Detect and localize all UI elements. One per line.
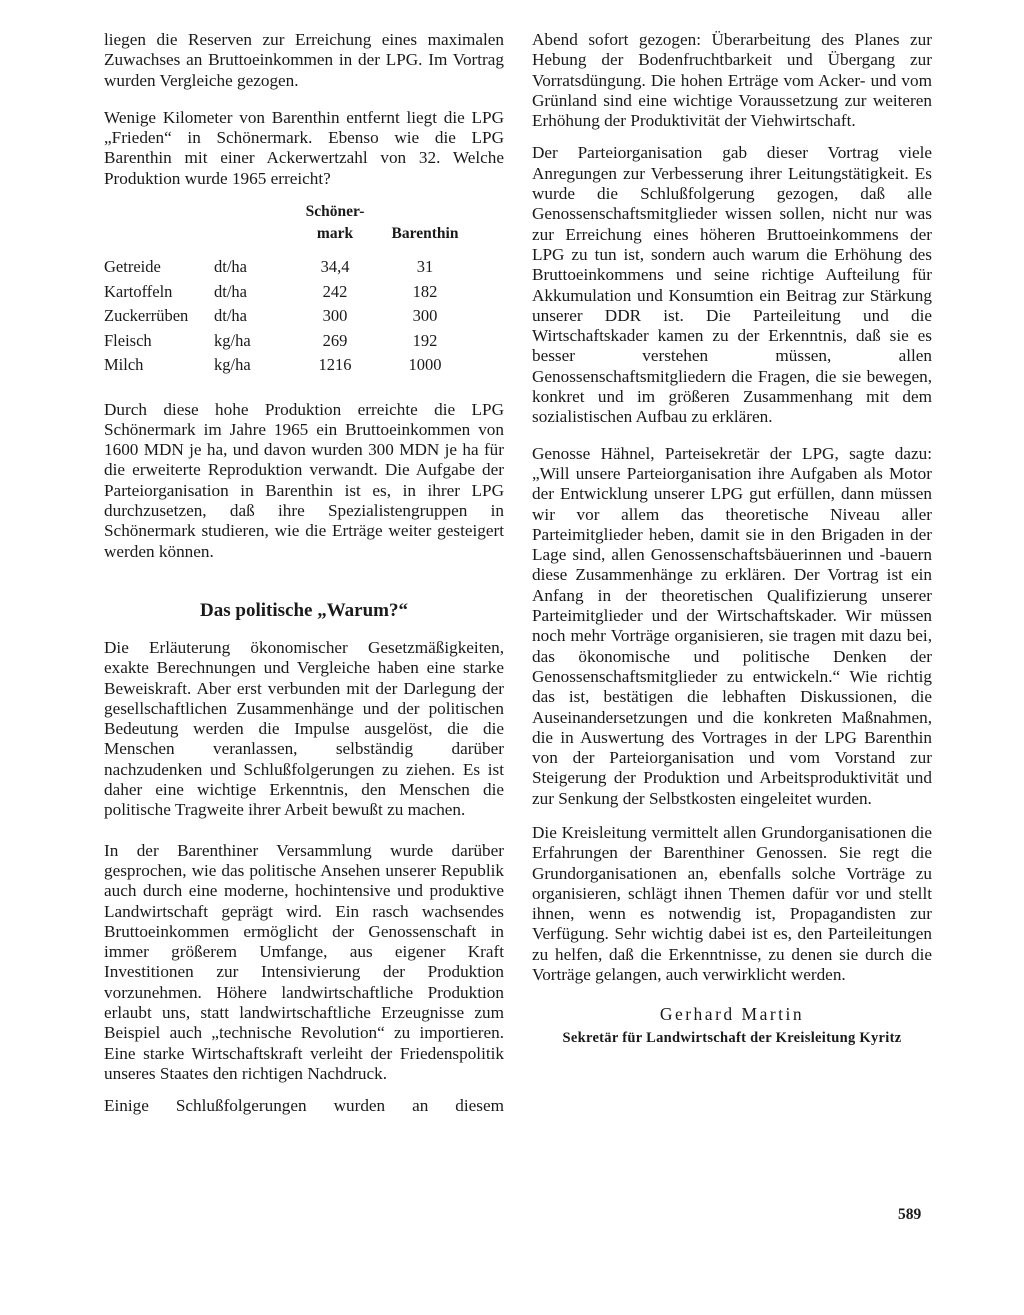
crop-name: Kartoffeln	[104, 281, 173, 301]
value-schoenermark: 34,4	[320, 257, 350, 277]
paragraph: Genosse Hähnel, Parteisekretär der LPG, sagte dazu: „Will unsere Parteiorganisation ihre Aufgaben als Motor der Entwicklung unserer LPG gut erfüllen, dann müssen wir vor allem das theoretische Niveau aller Parteimitglieder heben, damit sie in den Brigaden in der Lage sind, allen Genossenschaftsbäuerinnen und -bauern diese Zusammenhänge zu erklären. Der Vortrag ist ein Anfang in der theoretischen Qualifizierung unserer Parteimitglieder und der Wirtschaftskader. Wir müssen noch mehr Vorträge organisieren, sie tragen mit dazu bei, das ökonomische und politische Denken der Genossenschaftsmitglieder zu entwickeln.“ Wie richtig das ist, bestätigen die lebhaften Diskussionen, die Auseinandersetzungen und die konkreten Maßnahmen, die in Auswertung des Vortrages in der LPG Barenthin von der Parteiorganisation und vom Vorstand zur Steigerung der Produktion und Arbeitsproduktivität und zur Senkung der Selbstkosten eingeleitet wurden.	[532, 443, 932, 808]
value-barenthin: 1000	[408, 355, 442, 375]
section-heading: Das politische „Warum?“	[200, 599, 408, 621]
unit: kg/ha	[214, 355, 251, 375]
paragraph: Abend sofort gezogen: Überarbeitung des Planes zur Hebung der Bodenfruchtbarkeit und Übergang zur Vorratsdüngung. Die hohen Erträge vom Acker- und vom Grünland sind eine wichtige Voraussetzung zur weiteren Erhöhung der Produktivität der Viehwirtschaft.	[532, 30, 932, 131]
crop-name: Fleisch	[104, 330, 152, 350]
table-row	[104, 329, 474, 354]
paragraph: Durch diese hohe Produktion erreichte die LPG Schönermark im Jahre 1965 ein Bruttoeinkommen von 1600 MDN je ha, und davon wurden 300 MDN je ha für die erweiterte Reproduktion verwandt. Die Aufgabe der Parteiorganisation in Barenthin ist es, in ihrer LPG durchzusetzen, daß ihre Spezialistengruppen in Schönermark studieren, wie die Erträge weiter gesteigert werden können.	[104, 399, 504, 561]
paragraph: Die Kreisleitung vermittelt allen Grundorganisationen die Erfahrungen der Barenthiner Genossen. Sie regt die Grundorganisationen an, ebenfalls solche Vorträge zu organisieren, schlägt ihnen Themen dafür vor und stellt ihnen, wenn es notwendig ist, Propagandisten zur Verfügung. Sehr wichtig dabei ist es, den Parteileitungen zu helfen, daß die Erkenntnisse, zu denen sie durch die Vorträge gelangen, auch verwirklicht werden.	[532, 822, 932, 985]
author-name: Gerhard Martin	[659, 1004, 805, 1025]
paragraph: Wenige Kilometer von Barenthin entfernt liegt die LPG „Frieden“ in Schönermark. Ebenso wie die LPG Barenthin mit einer Ackerwertzahl von 32. Welche Produktion wurde 1965 erreicht?	[104, 107, 504, 188]
left-column	[104, 30, 504, 1133]
page-number: 589	[898, 1206, 922, 1223]
unit: dt/ha	[214, 306, 247, 326]
value-schoenermark: 300	[322, 306, 348, 326]
table-row	[104, 280, 474, 305]
table-row	[104, 255, 474, 280]
author-role: Sekretär für Landwirtschaft der Kreisleitung Kyritz	[562, 1030, 902, 1047]
value-barenthin: 300	[412, 306, 438, 326]
table-row	[104, 353, 474, 378]
value-schoenermark: 1216	[318, 355, 352, 375]
table-header-row	[104, 201, 474, 255]
crop-name: Zuckerrüben	[104, 306, 189, 326]
value-barenthin: 192	[412, 330, 438, 350]
unit: dt/ha	[214, 281, 247, 301]
value-schoenermark: 242	[322, 281, 348, 301]
column-header-barenthin: Barenthin	[391, 225, 459, 243]
table-row	[104, 304, 474, 329]
unit: kg/ha	[214, 330, 251, 350]
unit: dt/ha	[214, 257, 247, 277]
crop-name: Milch	[104, 355, 144, 375]
value-schoenermark: 269	[322, 330, 348, 350]
value-barenthin: 182	[412, 281, 438, 301]
paragraph: liegen die Reserven zur Erreichung eines maximalen Zuwachses an Bruttoeinkommen in der LPG. Im Vortrag wurden Vergleiche gezogen.	[104, 30, 504, 90]
value-barenthin: 31	[416, 257, 434, 277]
paragraph: Der Parteiorganisation gab dieser Vortrag viele Anregungen zur Verbesserung ihrer Leitungstätigkeit. Es wurde die Schlußfolgerung gezogen, daß alle Genossenschaftsmitglieder wissen sollen, nicht nur was zur Erreichung eines höheren Bruttoeinkommens der LPG zu tun ist, sondern auch warum die Erhöhung des Bruttoeinkommens und seine richtige Aufteilung für Akkumulation und Konsumtion ein Beitrag zur Stärkung unserer DDR ist. Die Parteileitung und die Wirtschaftskader kamen zu der Erkenntnis, daß sie es besser verstehen müssen, allen Genossenschaftsmitgliedern die Fragen, die sie bewegen, konkret und im größeren Zusammenhang mit dem sozialistischen Aufbau zu erklären.	[532, 143, 932, 427]
right-column	[532, 30, 932, 1050]
signature	[532, 1002, 932, 1050]
paragraph: In der Barenthiner Versammlung wurde darüber gesprochen, wie das politische Ansehen unserer Republik auch durch eine moderne, hochintensive und produktive Landwirtschaft geprägt wird. Ein rasch wachsendes Bruttoeinkommen ermöglicht der Genossenschaft in immer größerem Umfange, aus eigener Kraft Investitionen zur Intensivierung der Produktion vorzunehmen. Höhere landwirtschaftliche Produktion erlaubt uns, statt landwirtschaftliche Erzeugnisse zum Beispiel auch „technische Revolution“ zu importieren. Eine starke Wirtschaftskraft verleiht der Friedenspolitik unseres Staates den richtigen Nachdruck.	[104, 840, 504, 1083]
paragraph: Die Erläuterung ökonomischer Gesetzmäßigkeiten, exakte Berechnungen und Vergleiche haben eine starke Beweiskraft. Aber erst verbunden mit der Darlegung der gesellschaftlichen Zusammenhänge und der politischen Bedeutung werden die Impulse ausgelöst, die die Menschen veranlassen, selbständig darüber nachzudenken und Schlußfolgerungen zu ziehen. Es ist daher eine wichtige Erkenntnis, den Menschen die politische Tragweite ihrer Arbeit bewußt zu machen.	[104, 637, 504, 820]
production-table	[104, 201, 474, 378]
crop-name: Getreide	[104, 257, 161, 277]
paragraph: Einige Schlußfolgerungen wurden an diesem	[104, 1096, 504, 1116]
column-header-schoenermark: Schöner- mark	[305, 203, 365, 243]
